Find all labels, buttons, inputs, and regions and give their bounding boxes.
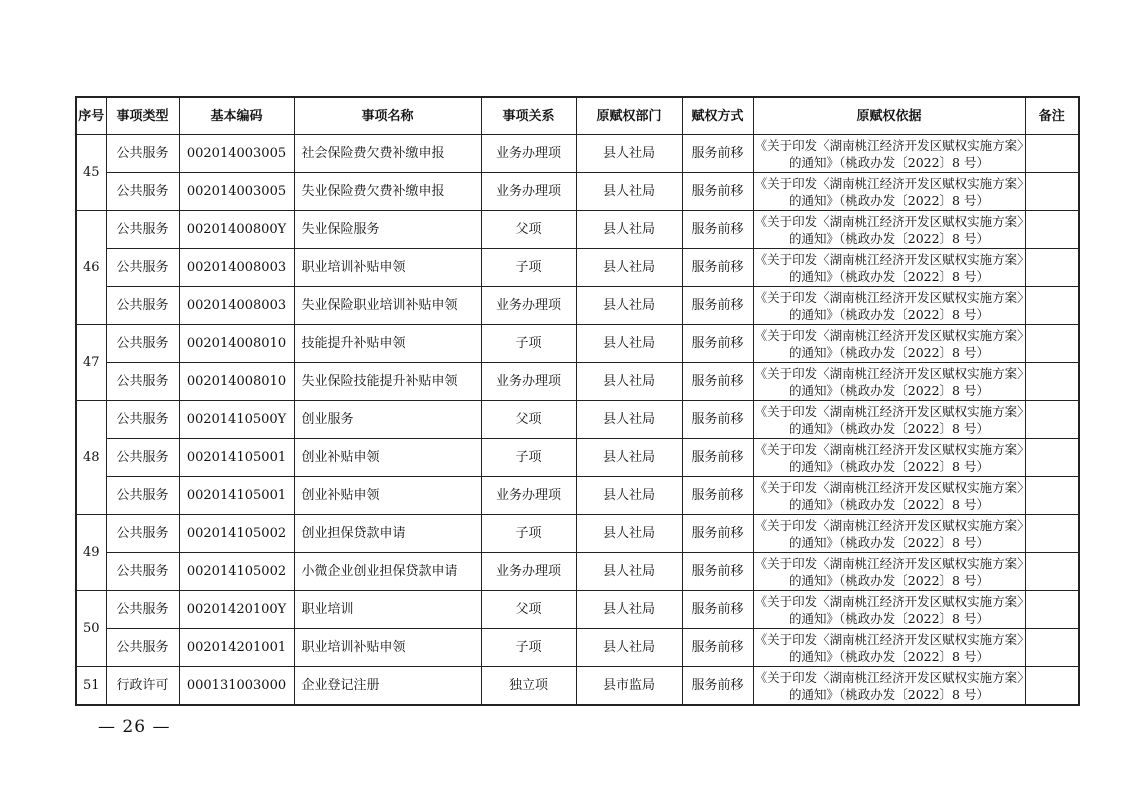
cell-name: 创业补贴申领 — [294, 477, 481, 515]
cell-method: 服务前移 — [682, 287, 753, 325]
cell-type: 公共服务 — [106, 629, 179, 667]
cell-basis: 《关于印发〈湖南桃江经济开发区赋权实施方案〉的通知》（桃政办发〔2022〕8 号） — [753, 401, 1025, 439]
page-number: — 26 — — [98, 717, 171, 737]
table-row — [76, 439, 1079, 477]
header-name: 事项名称 — [294, 97, 481, 135]
cell-type: 公共服务 — [106, 477, 179, 515]
cell-code: 002014003005 — [179, 135, 294, 173]
cell-note — [1025, 515, 1079, 553]
cell-basis: 《关于印发〈湖南桃江经济开发区赋权实施方案〉的通知》（桃政办发〔2022〕8 号） — [753, 211, 1025, 249]
cell-basis: 《关于印发〈湖南桃江经济开发区赋权实施方案〉的通知》（桃政办发〔2022〕8 号） — [753, 173, 1025, 211]
cell-dept: 县人社局 — [576, 325, 682, 363]
cell-type: 公共服务 — [106, 439, 179, 477]
cell-basis: 《关于印发〈湖南桃江经济开发区赋权实施方案〉的通知》（桃政办发〔2022〕8 号） — [753, 439, 1025, 477]
table-row — [76, 173, 1079, 211]
cell-dept: 县人社局 — [576, 553, 682, 591]
cell-note — [1025, 477, 1079, 515]
cell-type: 公共服务 — [106, 173, 179, 211]
cell-note — [1025, 401, 1079, 439]
cell-basis: 《关于印发〈湖南桃江经济开发区赋权实施方案〉的通知》（桃政办发〔2022〕8 号） — [753, 667, 1025, 706]
header-relation: 事项关系 — [481, 97, 576, 135]
table-row — [76, 553, 1079, 591]
cell-name: 失业保险费欠费补缴申报 — [294, 173, 481, 211]
cell-dept: 县人社局 — [576, 401, 682, 439]
cell-code: 00201410500Y — [179, 401, 294, 439]
cell-seq: 48 — [76, 401, 106, 515]
table-row — [76, 287, 1079, 325]
cell-method: 服务前移 — [682, 439, 753, 477]
cell-relation: 独立项 — [481, 667, 576, 706]
cell-code: 002014105002 — [179, 553, 294, 591]
cell-note — [1025, 629, 1079, 667]
cell-relation: 子项 — [481, 629, 576, 667]
cell-name: 创业服务 — [294, 401, 481, 439]
cell-basis: 《关于印发〈湖南桃江经济开发区赋权实施方案〉的通知》（桃政办发〔2022〕8 号） — [753, 249, 1025, 287]
cell-code: 002014201001 — [179, 629, 294, 667]
cell-note — [1025, 173, 1079, 211]
cell-relation: 子项 — [481, 325, 576, 363]
cell-dept: 县人社局 — [576, 629, 682, 667]
cell-seq: 47 — [76, 325, 106, 401]
cell-code: 000131003000 — [179, 667, 294, 706]
cell-type: 公共服务 — [106, 135, 179, 173]
cell-method: 服务前移 — [682, 629, 753, 667]
cell-relation: 业务办理项 — [481, 363, 576, 401]
cell-note — [1025, 135, 1079, 173]
cell-seq: 51 — [76, 667, 106, 706]
table-row — [76, 249, 1079, 287]
cell-method: 服务前移 — [682, 325, 753, 363]
cell-type: 公共服务 — [106, 515, 179, 553]
cell-code: 002014105001 — [179, 439, 294, 477]
cell-code: 002014105001 — [179, 477, 294, 515]
cell-dept: 县市监局 — [576, 667, 682, 706]
cell-method: 服务前移 — [682, 591, 753, 629]
cell-type: 公共服务 — [106, 401, 179, 439]
cell-method: 服务前移 — [682, 515, 753, 553]
cell-seq: 45 — [76, 135, 106, 211]
cell-dept: 县人社局 — [576, 363, 682, 401]
cell-code: 002014008003 — [179, 287, 294, 325]
table-row — [76, 667, 1079, 706]
cell-method: 服务前移 — [682, 363, 753, 401]
cell-note — [1025, 325, 1079, 363]
cell-dept: 县人社局 — [576, 477, 682, 515]
cell-relation: 子项 — [481, 515, 576, 553]
cell-method: 服务前移 — [682, 553, 753, 591]
cell-note — [1025, 211, 1079, 249]
cell-code: 002014008010 — [179, 325, 294, 363]
header-code: 基本编码 — [179, 97, 294, 135]
cell-name: 创业补贴申领 — [294, 439, 481, 477]
cell-name: 职业培训 — [294, 591, 481, 629]
cell-type: 公共服务 — [106, 287, 179, 325]
table-row — [76, 135, 1079, 173]
cell-method: 服务前移 — [682, 173, 753, 211]
table-row — [76, 401, 1079, 439]
cell-relation: 子项 — [481, 439, 576, 477]
table-row — [76, 629, 1079, 667]
header-dept: 原赋权部门 — [576, 97, 682, 135]
cell-type: 公共服务 — [106, 249, 179, 287]
table-header-row — [76, 97, 1079, 135]
cell-basis: 《关于印发〈湖南桃江经济开发区赋权实施方案〉的通知》（桃政办发〔2022〕8 号） — [753, 591, 1025, 629]
cell-relation: 父项 — [481, 591, 576, 629]
authorization-table — [75, 96, 1080, 706]
cell-relation: 父项 — [481, 401, 576, 439]
cell-method: 服务前移 — [682, 249, 753, 287]
cell-basis: 《关于印发〈湖南桃江经济开发区赋权实施方案〉的通知》（桃政办发〔2022〕8 号） — [753, 363, 1025, 401]
cell-dept: 县人社局 — [576, 211, 682, 249]
cell-name: 小微企业创业担保贷款申请 — [294, 553, 481, 591]
cell-type: 公共服务 — [106, 363, 179, 401]
cell-name: 社会保险费欠费补缴申报 — [294, 135, 481, 173]
cell-dept: 县人社局 — [576, 249, 682, 287]
cell-note — [1025, 249, 1079, 287]
cell-name: 企业登记注册 — [294, 667, 481, 706]
header-type: 事项类型 — [106, 97, 179, 135]
cell-name: 职业培训补贴申领 — [294, 629, 481, 667]
cell-code: 002014008003 — [179, 249, 294, 287]
cell-type: 行政许可 — [106, 667, 179, 706]
cell-basis: 《关于印发〈湖南桃江经济开发区赋权实施方案〉的通知》（桃政办发〔2022〕8 号） — [753, 515, 1025, 553]
cell-relation: 业务办理项 — [481, 553, 576, 591]
cell-type: 公共服务 — [106, 591, 179, 629]
header-method: 赋权方式 — [682, 97, 753, 135]
table-row — [76, 325, 1079, 363]
cell-dept: 县人社局 — [576, 591, 682, 629]
cell-dept: 县人社局 — [576, 135, 682, 173]
table-row — [76, 515, 1079, 553]
cell-basis: 《关于印发〈湖南桃江经济开发区赋权实施方案〉的通知》（桃政办发〔2022〕8 号） — [753, 477, 1025, 515]
cell-type: 公共服务 — [106, 553, 179, 591]
cell-dept: 县人社局 — [576, 173, 682, 211]
cell-code: 002014003005 — [179, 173, 294, 211]
cell-note — [1025, 439, 1079, 477]
header-basis: 原赋权依据 — [753, 97, 1025, 135]
cell-name: 失业保险服务 — [294, 211, 481, 249]
cell-basis: 《关于印发〈湖南桃江经济开发区赋权实施方案〉的通知》（桃政办发〔2022〕8 号） — [753, 553, 1025, 591]
cell-method: 服务前移 — [682, 401, 753, 439]
table-row — [76, 591, 1079, 629]
header-note: 备注 — [1025, 97, 1079, 135]
cell-code: 00201400800Y — [179, 211, 294, 249]
cell-code: 00201420100Y — [179, 591, 294, 629]
cell-note — [1025, 591, 1079, 629]
table-row — [76, 363, 1079, 401]
cell-note — [1025, 363, 1079, 401]
cell-dept: 县人社局 — [576, 515, 682, 553]
cell-seq: 50 — [76, 591, 106, 667]
header-seq: 序号 — [76, 97, 106, 135]
cell-relation: 子项 — [481, 249, 576, 287]
cell-seq: 46 — [76, 211, 106, 325]
cell-name: 职业培训补贴申领 — [294, 249, 481, 287]
cell-relation: 父项 — [481, 211, 576, 249]
cell-dept: 县人社局 — [576, 287, 682, 325]
cell-note — [1025, 667, 1079, 706]
cell-relation: 业务办理项 — [481, 173, 576, 211]
cell-type: 公共服务 — [106, 211, 179, 249]
cell-name: 技能提升补贴申领 — [294, 325, 481, 363]
table-row — [76, 211, 1079, 249]
cell-basis: 《关于印发〈湖南桃江经济开发区赋权实施方案〉的通知》（桃政办发〔2022〕8 号） — [753, 287, 1025, 325]
cell-method: 服务前移 — [682, 135, 753, 173]
cell-basis: 《关于印发〈湖南桃江经济开发区赋权实施方案〉的通知》（桃政办发〔2022〕8 号） — [753, 325, 1025, 363]
table-body — [76, 135, 1079, 706]
cell-name: 失业保险职业培训补贴申领 — [294, 287, 481, 325]
cell-method: 服务前移 — [682, 667, 753, 706]
cell-relation: 业务办理项 — [481, 477, 576, 515]
cell-type: 公共服务 — [106, 325, 179, 363]
cell-name: 创业担保贷款申请 — [294, 515, 481, 553]
cell-method: 服务前移 — [682, 211, 753, 249]
table-row — [76, 477, 1079, 515]
cell-seq: 49 — [76, 515, 106, 591]
cell-name: 失业保险技能提升补贴申领 — [294, 363, 481, 401]
cell-code: 002014105002 — [179, 515, 294, 553]
cell-note — [1025, 553, 1079, 591]
cell-note — [1025, 287, 1079, 325]
cell-basis: 《关于印发〈湖南桃江经济开发区赋权实施方案〉的通知》（桃政办发〔2022〕8 号） — [753, 135, 1025, 173]
cell-basis: 《关于印发〈湖南桃江经济开发区赋权实施方案〉的通知》（桃政办发〔2022〕8 号） — [753, 629, 1025, 667]
cell-relation: 业务办理项 — [481, 135, 576, 173]
cell-code: 002014008010 — [179, 363, 294, 401]
cell-method: 服务前移 — [682, 477, 753, 515]
cell-relation: 业务办理项 — [481, 287, 576, 325]
cell-dept: 县人社局 — [576, 439, 682, 477]
